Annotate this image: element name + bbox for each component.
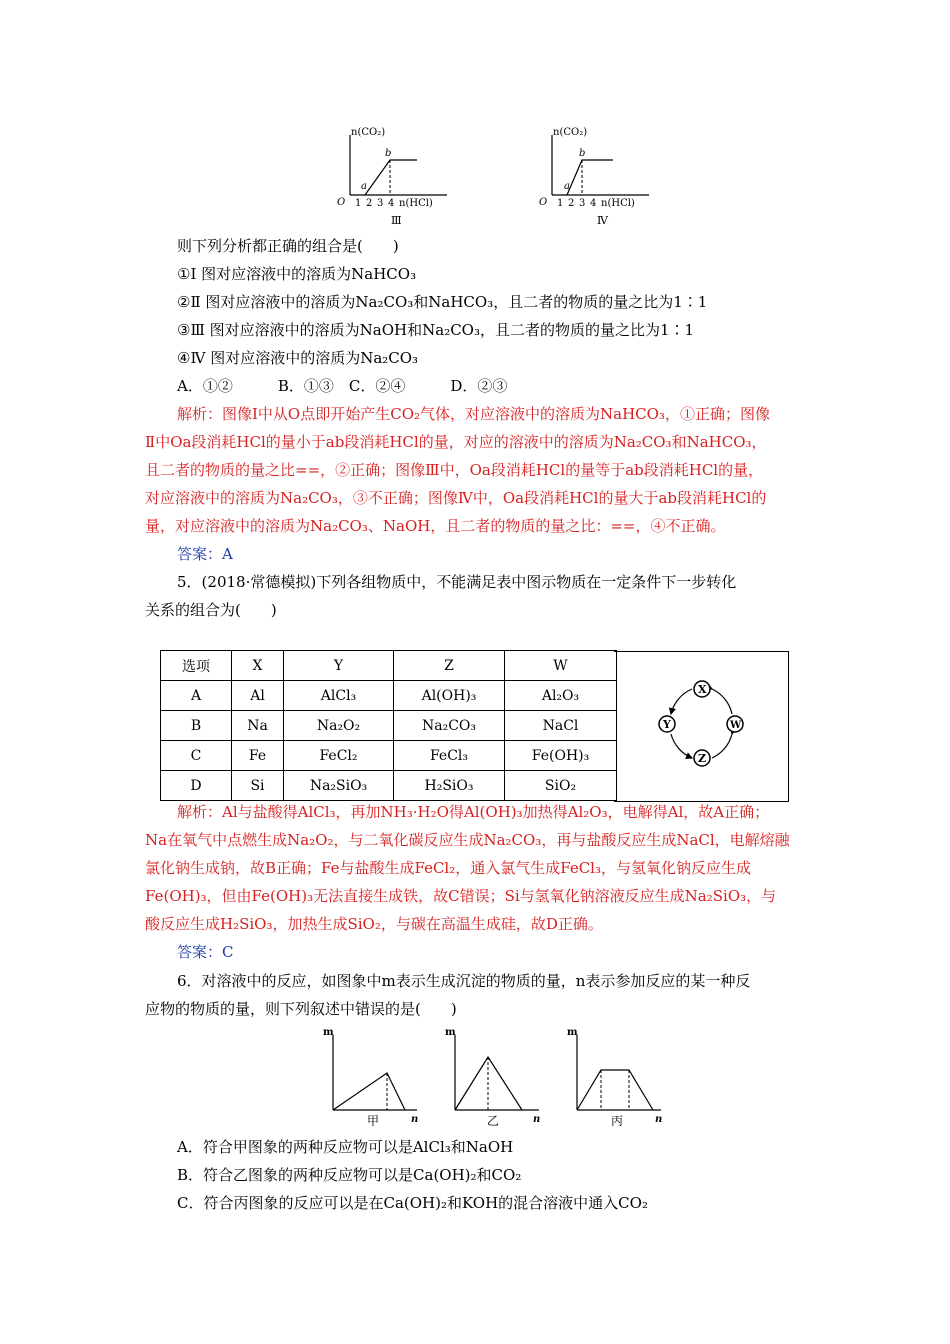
y-axis-label: n(CO₂) (553, 127, 588, 138)
cell: NaCl (505, 711, 617, 741)
graph-iv (537, 125, 657, 230)
y-axis-label: m (323, 1027, 334, 1038)
q5-analysis-line: 酸反应生成H₂SiO₃，加热生成SiO₂，与碳在高温生成硅，故D正确。 (145, 915, 603, 933)
conversion-cycle-diagram (614, 651, 789, 802)
cell: C (161, 741, 232, 771)
cell: H₂SiO₃ (394, 771, 505, 801)
graph-caption: 丙 (611, 1114, 624, 1128)
node-x: X (698, 683, 707, 696)
header-cell: W (505, 651, 617, 681)
q5-stem: 5．(2018·常德模拟)下列各组物质中，不能满足表中图示物质在一定条件下一步转化 (177, 573, 737, 591)
cell: Si (232, 771, 284, 801)
options-table (160, 650, 617, 801)
q5-answer: 答案：C (177, 943, 234, 961)
x-axis-label: n (411, 1114, 419, 1125)
cell: B (161, 711, 232, 741)
origin-label: O (337, 197, 346, 208)
node-y: Y (663, 718, 671, 731)
q5-analysis-line: 氯化钠生成钠，故B正确；Fe与盐酸生成FeCl₂，通入氯气生成FeCl₃，与氢氧化钠反应生成 (145, 859, 751, 877)
cell: A (161, 681, 232, 711)
cell: Fe (232, 741, 284, 771)
graph-caption: Ⅳ (597, 214, 608, 227)
cell: Na₂SiO₃ (284, 771, 394, 801)
cell: Na (232, 711, 284, 741)
q4-answer: 答案：A (177, 545, 233, 563)
point-b: b (579, 148, 586, 159)
point-a: a (564, 181, 570, 192)
tick-4: 4 (388, 198, 395, 209)
tick-1: 1 (355, 198, 362, 209)
q6-option-b: B．符合乙图象的两种反应物可以是Ca(OH)₂和CO₂ (177, 1166, 522, 1184)
tick-1: 1 (557, 198, 564, 209)
graph-caption: 乙 (487, 1114, 500, 1128)
cell: Na₂O₂ (284, 711, 394, 741)
cell: AlCl₃ (284, 681, 394, 711)
tick-2: 2 (366, 198, 373, 209)
q5-stem: 关系的组合为( ) (145, 601, 277, 619)
y-axis-label: m (567, 1027, 578, 1038)
table-row (161, 711, 617, 741)
graph-caption: 甲 (367, 1114, 380, 1128)
graph-bing (559, 1025, 669, 1130)
table-row (161, 741, 617, 771)
cell: Al₂O₃ (505, 681, 617, 711)
cell: SiO₂ (505, 771, 617, 801)
graph-iii (335, 125, 455, 230)
header-cell: Z (394, 651, 505, 681)
cell: Al (232, 681, 284, 711)
q4-statement-3: ③Ⅲ 图对应溶液中的溶质为NaOH和Na₂CO₃，且二者的物质的量之比为1∶1 (177, 321, 695, 339)
q6-stem: 6．对溶液中的反应，如图象中m表示生成沉淀的物质的量，n表示参加反应的某一种反 (177, 972, 751, 990)
table-header-row (161, 651, 617, 681)
x-axis-label: n (533, 1114, 541, 1125)
graph-caption: Ⅲ (391, 214, 402, 227)
cell: FeCl₂ (284, 741, 394, 771)
q4-statement-2: ②Ⅱ 图对应溶液中的溶质为Na₂CO₃和NaHCO₃，且二者的物质的量之比为1∶1 (177, 293, 708, 311)
point-a: a (361, 181, 367, 192)
origin-label: O (539, 197, 548, 208)
node-z: Z (698, 752, 707, 765)
q4-prompt: 则下列分析都正确的组合是( ) (177, 237, 399, 255)
tick-3: 3 (579, 198, 586, 209)
cell: FeCl₃ (394, 741, 505, 771)
point-b: b (385, 148, 392, 159)
q6-stem: 应物的物质的量，则下列叙述中错误的是( ) (145, 1000, 457, 1018)
cell: Fe(OH)₃ (505, 741, 617, 771)
y-axis-label: m (445, 1027, 456, 1038)
cell: D (161, 771, 232, 801)
x-axis-label: n(HCl) (601, 198, 635, 209)
q4-analysis-line: 解析：图像Ⅰ中从O点即开始产生CO₂气体，对应溶液中的溶质为NaHCO₃，①正确；图像 (177, 405, 770, 423)
tick-2: 2 (568, 198, 575, 209)
cell: Al(OH)₃ (394, 681, 505, 711)
q4-analysis-line: Ⅱ中Oa段消耗HCl的量小于ab段消耗HCl的量，对应的溶液中的溶质为Na₂CO₃和NaHCO₃， (145, 433, 767, 451)
q4-statement-1: ①Ⅰ 图对应溶液中的溶质为NaHCO₃ (177, 265, 417, 283)
table-row (161, 681, 617, 711)
q5-analysis-line: 解析：Al与盐酸得AlCl₃，再加NH₃·H₂O得Al(OH)₃加热得Al₂O₃，电解得Al，故A正确； (177, 803, 770, 821)
q6-option-a: A．符合甲图象的两种反应物可以是AlCl₃和NaOH (177, 1138, 514, 1156)
node-w: W (730, 720, 742, 731)
graph-jia (315, 1025, 425, 1130)
y-axis-label: n(CO₂) (351, 127, 386, 138)
q4-options: A．①② B．①③ C．②④ D．②③ (177, 377, 508, 395)
graph-yi (437, 1025, 547, 1130)
header-cell: X (232, 651, 284, 681)
q5-analysis-line: Fe(OH)₃，但由Fe(OH)₃无法直接生成铁，故C错误；Si与氢氧化钠溶液反应生成Na₂SiO₃，与 (145, 887, 777, 905)
tick-3: 3 (377, 198, 384, 209)
q4-statement-4: ④Ⅳ 图对应溶液中的溶质为Na₂CO₃ (177, 349, 419, 367)
q4-analysis-line: 对应溶液中的溶质为Na₂CO₃，③不正确；图像Ⅳ中，Oa段消耗HCl的量大于ab段消耗HCl的 (145, 489, 767, 507)
table-row (161, 771, 617, 801)
tick-4: 4 (590, 198, 597, 209)
q5-analysis-line: Na在氧气中点燃生成Na₂O₂，与二氧化碳反应生成Na₂CO₃，再与盐酸反应生成NaCl，电解熔融 (145, 831, 790, 849)
q4-analysis-line: 量，对应溶液中的溶质为Na₂CO₃、NaOH，且二者的物质的量之比：==，④不正确。 (145, 517, 726, 535)
header-cell: Y (284, 651, 394, 681)
q4-analysis-line: 且二者的物质的量之比==，②正确；图像Ⅲ中，Oa段消耗HCl的量等于ab段消耗HCl的量， (145, 461, 764, 479)
x-axis-label: n(HCl) (399, 198, 433, 209)
cell: Na₂CO₃ (394, 711, 505, 741)
header-cell: 选项 (161, 651, 232, 681)
q6-option-c: C．符合丙图象的反应可以是在Ca(OH)₂和KOH的混合溶液中通入CO₂ (177, 1194, 648, 1212)
x-axis-label: n (655, 1114, 663, 1125)
